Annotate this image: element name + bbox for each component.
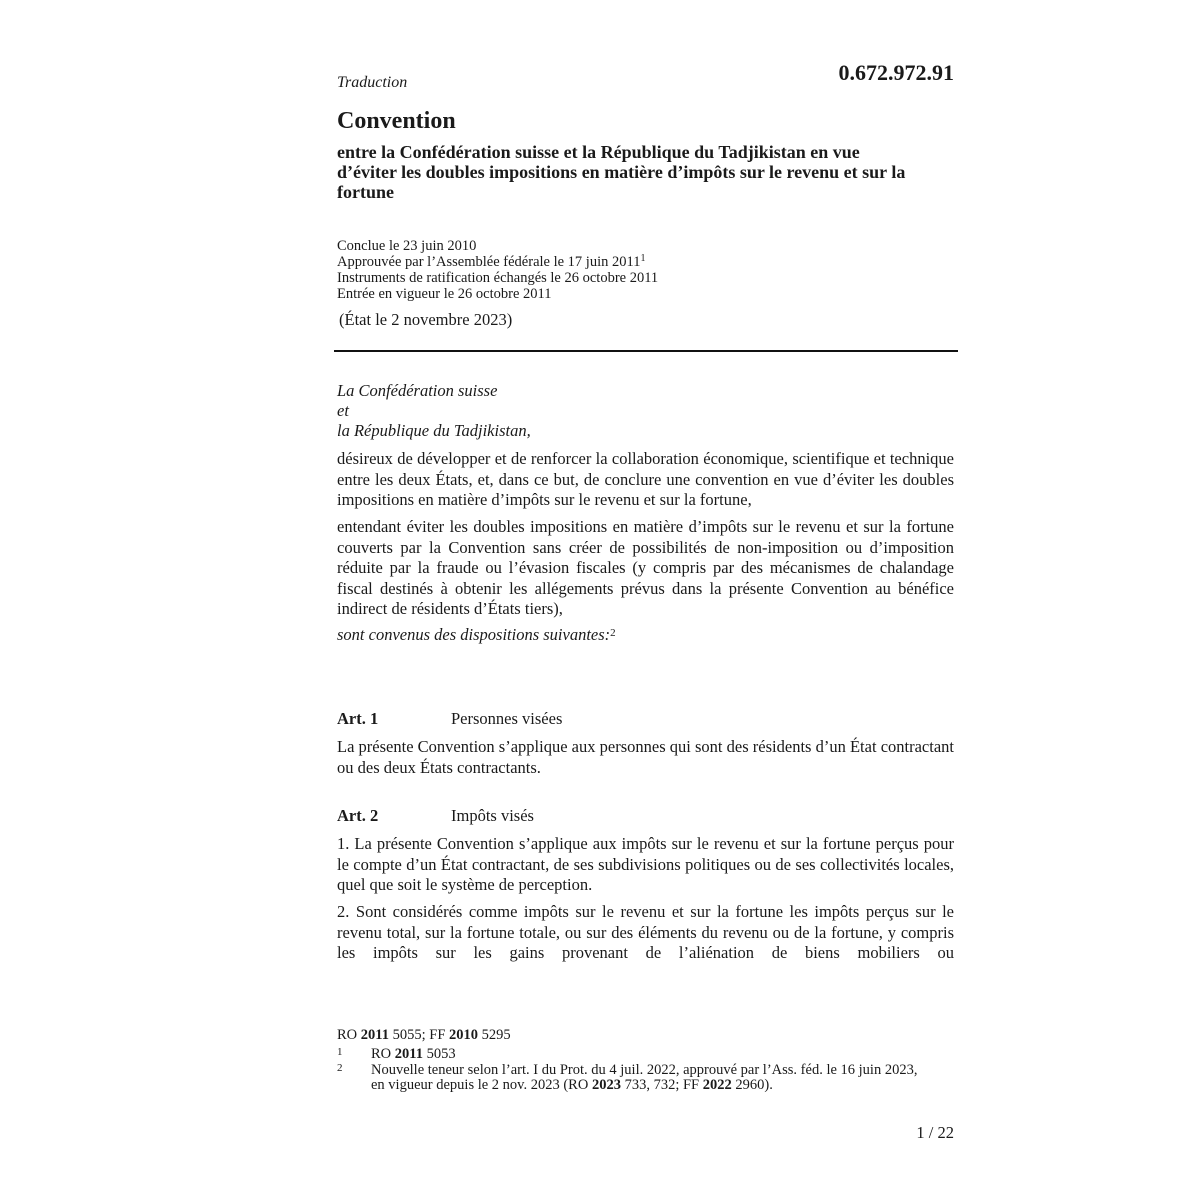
footnote-1-text — [371, 1047, 931, 1062]
article-1-number: Art. 1 — [337, 709, 379, 728]
entry-into-force-date: Entrée en vigueur le 26 octobre 2011 — [337, 286, 552, 302]
party-2: la République du Tadjikistan, — [337, 421, 531, 440]
article-2-title: Impôts visés — [451, 806, 534, 825]
article-2-paragraph-2: 2. Sont considérés comme impôts sur le revenu et sur la fortune les impôts perçus sur le revenu total, sur la fortune totale, ou sur des éléments du revenu ou de la fortune, y compris les impôts sur les gains provenant de l’aliénation de biens mobiliers ou — [337, 902, 954, 962]
footnote-2-year-b: 2022 — [702, 1077, 732, 1093]
footnote-ref-1[interactable]: 1 — [640, 253, 646, 264]
date-block — [337, 238, 658, 302]
status-date: (État le 2 novembre 2023) — [339, 310, 513, 329]
article-1-title: Personnes visées — [451, 709, 563, 728]
footnote-2-year-a: 2023 — [591, 1077, 621, 1093]
approved-date — [337, 254, 658, 270]
party-conjunction: et — [337, 401, 349, 420]
concluded-date: Conclue le 23 juin 2010 — [337, 238, 477, 254]
footnote-2-mark: 2 — [337, 1062, 343, 1074]
source-ff-year: 2010 — [449, 1027, 479, 1043]
sr-number: 0.672.972.91 — [838, 60, 954, 85]
document-title: Convention — [337, 108, 456, 134]
ratification-date: Instruments de ratification échangés le 26 octobre 2011 — [337, 270, 659, 286]
footnote-2-text — [371, 1063, 931, 1093]
preamble-paragraph-2: entendant éviter les doubles impositions en matière d’impôts sur le revenu et sur la fortune couverts par la Convention sans créer de possibilités de non-imposition ou d’imposition réduite par la fraude ou l’évasion fiscales (y compris par des mécanismes de chalandage fiscal destinés à obtenir les allégements prévus dans la présente Convention au bénéfice indirect de résidents d’États tiers), — [337, 517, 954, 618]
footnote-1-pre: RO — [371, 1046, 395, 1062]
agreed-text: sont convenus des dispositions suivantes: — [337, 625, 611, 644]
source-ro-page: 5055; FF — [388, 1027, 450, 1043]
preamble-agreed — [337, 625, 954, 646]
footnote-2-text-a: Nouvelle teneur selon l’art. I du Prot. du 4 juil. 2022, approuvé par l’Ass. féd. le 16 juin 2023, en vigueur depuis le 2 nov. 2023 (RO — [371, 1062, 918, 1093]
footnote-2-text-c: 2960). — [731, 1077, 773, 1093]
header-divider — [334, 350, 958, 352]
footnote-2-text-b: 733, 732; FF — [620, 1077, 703, 1093]
document-label: Traduction — [337, 74, 408, 91]
source-ro-label: RO — [337, 1027, 361, 1043]
party-1: La Confédération suisse — [337, 381, 498, 400]
footnote-1-year: 2011 — [394, 1046, 423, 1062]
footnote-1-post: 5053 — [422, 1046, 456, 1062]
page-number: 1 / 22 — [916, 1123, 954, 1142]
source-ro-year: 2011 — [360, 1027, 389, 1043]
approved-text: Approuvée par l’Assemblée fédérale le 17 juin 2011 — [337, 254, 641, 270]
article-2-paragraph-1: 1. La présente Convention s’applique aux impôts sur le revenu et sur la fortune perçus pour le compte d’un État contractant, de ses subdivisions politiques ou de ses collectivités locales, quel que soit le système de perception. — [337, 834, 954, 894]
article-2-number: Art. 2 — [337, 806, 379, 825]
footnote-1-mark: 1 — [337, 1046, 343, 1058]
article-1-paragraph: La présente Convention s’applique aux personnes qui sont des résidents d’un État contractant ou des deux États contractants. — [337, 737, 954, 777]
footnote-ref-2[interactable]: 2 — [610, 627, 616, 639]
source-ff-page: 5295 — [478, 1027, 511, 1043]
document-subtitle: entre la Confédération suisse et la République du Tadjikistan en vue d’éviter les doubles impositions en matière d’impôts sur le revenu et sur la fortune — [337, 142, 906, 202]
preamble-paragraph-1: désireux de développer et de renforcer la collaboration économique, scientifique et technique entre les deux États, et, dans ce but, de conclure une convention en vue d’éviter les doubles impositions en matière d’impôts sur le revenu et sur la fortune, — [337, 449, 954, 509]
source-reference — [337, 1027, 511, 1044]
